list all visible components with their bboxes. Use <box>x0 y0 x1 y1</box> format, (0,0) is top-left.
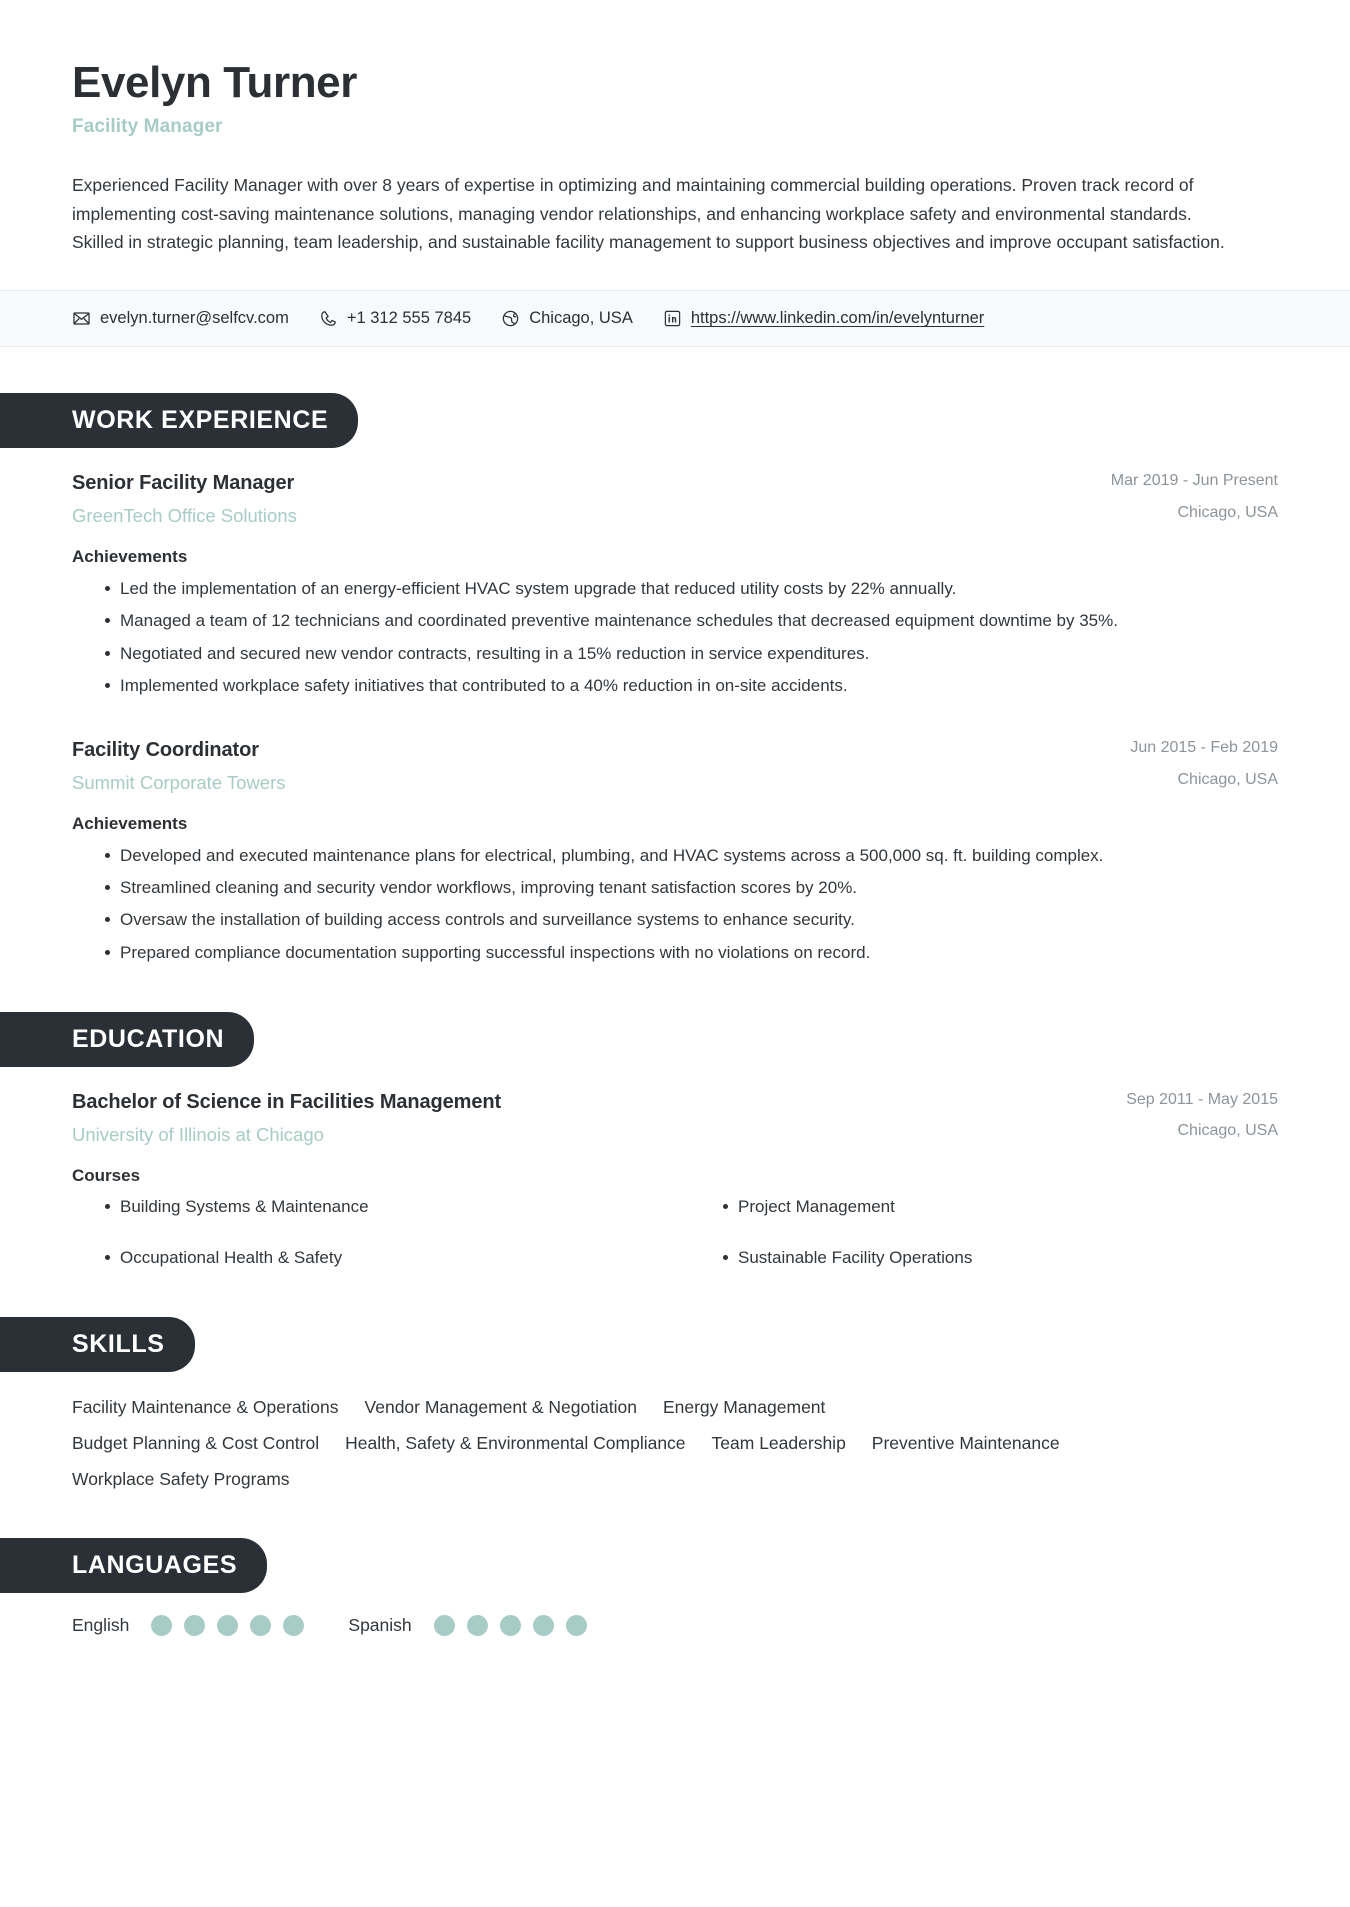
skill-item: Budget Planning & Cost Control <box>72 1432 320 1453</box>
skill-item: Preventive Maintenance <box>871 1432 1060 1453</box>
rating-dot <box>533 1615 554 1636</box>
globe-icon <box>501 309 520 328</box>
work-entry-left <box>72 737 1110 796</box>
section-header-work-wrap <box>0 393 1278 448</box>
contact-phone[interactable] <box>319 309 471 328</box>
phone-icon <box>319 309 338 328</box>
section-work-experience <box>0 393 1350 965</box>
resume-header <box>0 0 1350 256</box>
list-item: Implemented workplace safety initiatives that contributed to a 40% reduction in on-site accidents. <box>72 672 1278 699</box>
section-header-languages: LANGUAGES <box>0 1538 267 1593</box>
section-header-work: WORK EXPERIENCE <box>0 393 358 448</box>
rating-dot <box>283 1615 304 1636</box>
language-item <box>348 1615 586 1636</box>
work-company: Summit Corporate Towers <box>72 772 286 794</box>
work-entry-right <box>1111 470 1278 523</box>
languages-list <box>72 1615 1278 1636</box>
work-achievements-list <box>72 842 1278 966</box>
language-name: English <box>72 1615 130 1636</box>
list-item: Led the implementation of an energy-efficient HVAC system upgrade that reduced utility costs by 22% annually. <box>72 575 1278 602</box>
rating-dot <box>566 1615 587 1636</box>
section-languages <box>0 1538 1350 1636</box>
work-role: Senior Facility Manager <box>72 472 295 495</box>
rating-dot <box>250 1615 271 1636</box>
skill-item: Workplace Safety Programs <box>72 1469 290 1490</box>
work-entry <box>72 737 1278 966</box>
list-item: Developed and executed maintenance plans for electrical, plumbing, and HVAC systems across a 500,000 sq. ft. building complex. <box>72 842 1278 869</box>
education-entry-left <box>72 1089 1106 1148</box>
work-date: Mar 2019 - Jun Present <box>1110 472 1278 490</box>
language-rating-dots <box>434 1615 587 1636</box>
education-school: University of Illinois at Chicago <box>72 1123 324 1145</box>
contact-email-text: evelyn.turner@selfcv.com <box>100 309 289 328</box>
list-item: Prepared compliance documentation supporting successful inspections with no violations on record. <box>72 939 1278 966</box>
list-item: Streamlined cleaning and security vendor workflows, improving tenant satisfaction scores by 20%. <box>72 874 1278 901</box>
work-achievements-label: Achievements <box>72 813 188 833</box>
section-header-languages-wrap <box>0 1538 1278 1593</box>
entry-spacer <box>72 707 1278 737</box>
skills-list <box>72 1394 1092 1493</box>
education-courses-grid <box>72 1194 1278 1271</box>
work-entry-header <box>72 737 1278 796</box>
list-item: Managed a team of 12 technicians and coordinated preventive maintenance schedules that decreased equipment downtime by 35%. <box>72 607 1278 634</box>
list-item: Project Management <box>690 1194 1278 1220</box>
page-title: Evelyn Turner <box>72 58 357 107</box>
skill-item: Energy Management <box>662 1396 826 1417</box>
work-date: Jun 2015 - Feb 2019 <box>1130 739 1278 757</box>
rating-dot <box>467 1615 488 1636</box>
work-location: Chicago, USA <box>1177 503 1278 521</box>
list-item: Sustainable Facility Operations <box>690 1245 1278 1271</box>
rating-dot <box>217 1615 238 1636</box>
email-icon <box>72 309 91 328</box>
section-header-skills-wrap <box>0 1317 1278 1372</box>
skill-item: Facility Maintenance & Operations <box>72 1396 339 1417</box>
list-item: Building Systems & Maintenance <box>72 1194 660 1220</box>
contact-linkedin[interactable] <box>663 309 984 328</box>
work-entry-right <box>1130 737 1278 790</box>
language-name: Spanish <box>348 1615 412 1636</box>
list-item: Occupational Health & Safety <box>72 1245 660 1271</box>
work-entry-header <box>72 470 1278 529</box>
professional-summary: Experienced Facility Manager with over 8 years of expertise in optimizing and maintaining commercial building operations. Proven track record of implementing cost-saving maintenance solutions, managing vendor relationships, and enhancing workplace safety and environmental standards. Skilled in strategic planning, team leadership, and sustainable facility management to support business objectives and improve occupant satisfaction. <box>72 175 1225 252</box>
contact-phone-text: +1 312 555 7845 <box>346 309 472 328</box>
education-location: Chicago, USA <box>1177 1122 1278 1140</box>
education-entry-header <box>72 1089 1278 1148</box>
list-item: Negotiated and secured new vendor contracts, resulting in a 15% reduction in service expenditures. <box>72 640 1278 667</box>
section-education <box>0 1012 1350 1271</box>
contact-location-text: Chicago, USA <box>529 309 633 328</box>
work-role: Facility Coordinator <box>72 739 259 762</box>
rating-dot <box>184 1615 205 1636</box>
education-degree: Bachelor of Science in Facilities Management <box>72 1090 502 1113</box>
education-courses-label: Courses <box>72 1165 141 1185</box>
work-achievements-label: Achievements <box>72 547 188 567</box>
work-achievements-list <box>72 575 1278 699</box>
language-rating-dots <box>151 1615 304 1636</box>
contact-bar <box>0 290 1350 347</box>
contact-location[interactable] <box>501 309 633 328</box>
rating-dot <box>434 1615 455 1636</box>
rating-dot <box>151 1615 172 1636</box>
skill-item: Health, Safety & Environmental Compliance <box>345 1432 686 1453</box>
skill-item: Vendor Management & Negotiation <box>364 1396 637 1417</box>
section-header-education-wrap <box>0 1012 1278 1067</box>
work-company: GreenTech Office Solutions <box>72 505 297 527</box>
section-skills <box>0 1317 1350 1493</box>
language-item <box>72 1615 304 1636</box>
job-title: Facility Manager <box>72 116 223 138</box>
work-location: Chicago, USA <box>1177 770 1278 788</box>
education-entry-right <box>1126 1089 1278 1142</box>
section-header-education: EDUCATION <box>0 1012 254 1067</box>
contact-linkedin-link[interactable]: https://www.linkedin.com/in/evelynturner <box>690 309 985 328</box>
education-entry <box>72 1089 1278 1271</box>
education-date: Sep 2011 - May 2015 <box>1126 1090 1278 1108</box>
section-header-skills: SKILLS <box>0 1317 195 1372</box>
list-item: Oversaw the installation of building access controls and surveillance systems to enhance security. <box>72 906 1278 933</box>
work-entry <box>72 470 1278 699</box>
skill-item: Team Leadership <box>711 1432 846 1453</box>
work-entry-left <box>72 470 1091 529</box>
linkedin-icon <box>663 309 682 328</box>
contact-email[interactable] <box>72 309 289 328</box>
rating-dot <box>500 1615 521 1636</box>
